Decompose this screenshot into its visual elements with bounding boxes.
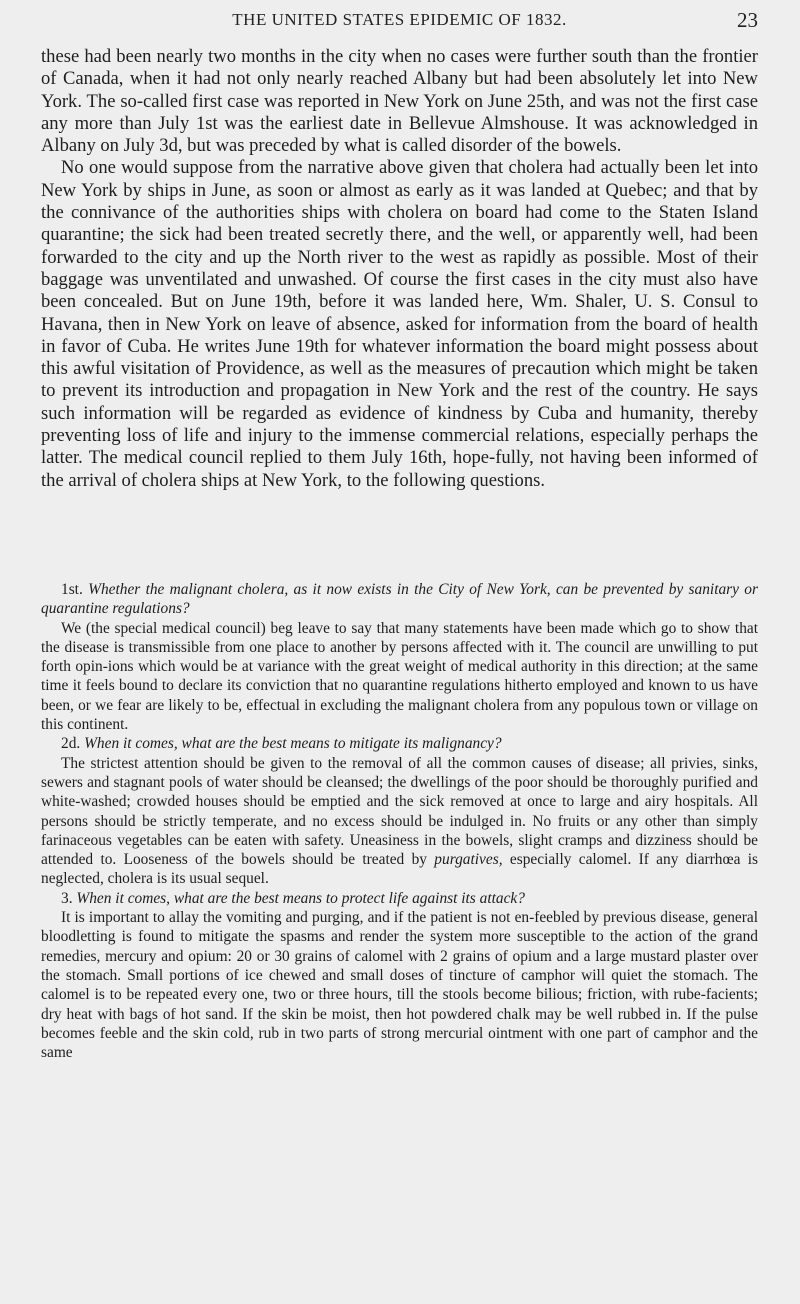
paragraph-continued: these had been nearly two months in the city when no cases were further south than the frontier of Canada, when it had not only nearly reached Albany but had been absolutely let into New York. The so-called first case was reported in New York on June 25th, and was not the first case any more than July 1st was the earliest date in Bellevue Almshouse. It was acknowledged in Albany on July 3d, but was preceded by what is called disorder of the bowels. [41,46,758,157]
question-3 [41,889,758,908]
question-3-text: When it comes, what are the best means to protect life against its attack? [76,889,525,907]
question-2-number: 2d. [61,735,81,753]
answer-2-part-a: The strictest attention should be given to the removal of all the common causes of disease; all privies, sinks, sewers and stagnant pools of water should be cleansed; the dwellings of the poor should be thoroughly purified and white-washed; crowded houses should be emptied and the sick removed at once to large and airy hospitals. All persons should be strictly temperate, and no excess should be indulged in. No fruits or any other than simply farinaceous vegetables can be eaten with safety. Uneasiness in the bowels, slight cramps and dizziness should be attended to. Looseness of the bowels should be treated by [41,754,758,869]
question-1 [41,580,758,619]
paragraph-narrative: No one would suppose from the narrative above given that cholera had actually been let into New York by ships in June, as soon or almost as early as it was landed at Quebec; and that by the connivance of the authorities ships with cholera on board had come to the Staten Island quarantine; the sick had been treated secretly there, and the well, or apparently well, had been forwarded to the city and up the North river to the west as rapidly as possible. Most of their baggage was unventilated and unwashed. Of course the first cases in the city must also have been concealed. But on June 19th, before it was landed here, Wm. Shaler, U. S. Consul to Havana, then in New York on leave of absence, asked for information from the board of health in favor of Cuba. He writes June 19th for whatever information the board might possess about this awful visitation of Providence, as well as the measures of precaution which might be taken to prevent its introduction and propagation in New York and the rest of the country. He says such information will be regarded as evidence of kindness by Cuba and humanity, thereby preventing loss of life and injury to the immense commercial relations, especially perhaps the latter. The medical council replied to them July 16th, hope-fully, not having been informed of the arrival of cholera ships at New York, to the following questions. [41,157,758,491]
answer-2 [41,754,758,889]
question-3-number: 3. [61,889,73,907]
running-header [41,6,758,36]
running-title: THE UNITED STATES EPIDEMIC OF 1832. [232,10,567,29]
question-2 [41,734,758,753]
answer-2-part-b: especially calomel. If any diarrhœa is neglected, cholera is its usual sequel. [41,851,758,888]
medical-council-reply [41,580,758,1062]
main-text [41,46,758,492]
answer-2-emphasis: purgatives, [434,851,503,869]
question-1-text: Whether the malignant cholera, as it now exists in the City of New York, can be prevented by sanitary or quarantine regulations? [41,581,758,618]
question-2-text: When it comes, what are the best means to mitigate its malignancy? [84,735,502,753]
answer-3: It is important to allay the vomiting and purging, and if the patient is not en-feebled by previous disease, general bloodletting is found to mitigate the spasms and render the system more susceptible to the action of the grand remedies, mercury and opium: 20 or 30 grains of calomel with 2 grains of opium and a large mustard plaster over the stomach. Small portions of ice chewed and small doses of tincture of camphor will quiet the stomach. The calomel is to be repeated every one, two or three hours, till the stools become bilious; friction, with rube-facients; dry heat with bags of hot sand. If the skin be moist, then hot powdered chalk may be well rubbed in. If the pulse becomes feeble and the skin cold, rub in two parts of strong mercurial ointment with one part of camphor and the same [41,909,758,1062]
page-number: 23 [737,8,758,32]
answer-1: We (the special medical council) beg leave to say that many statements have been made which go to show that the disease is transmissible from one place to another by persons affected with it. The council are unwilling to put forth opin-ions which would be at variance with the great weight of medical authority in this direction; at the same time it feels bound to declare its conviction that no quarantine regulations hitherto employed and known to us have been, or we fear are likely to be, effectual in excluding the malignant cholera from any populous town or village on this continent. [41,619,758,734]
question-1-number: 1st. [61,581,83,598]
